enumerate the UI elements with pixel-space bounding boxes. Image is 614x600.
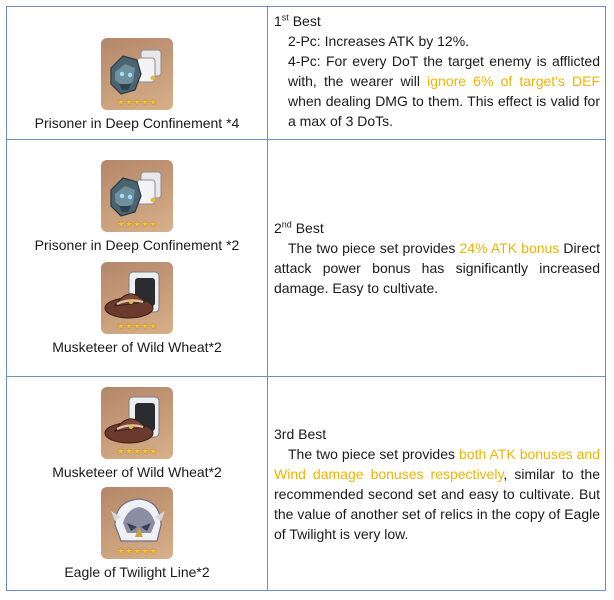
- table-row: [7, 377, 606, 591]
- recommendation-description: The two piece set provides 24% ATK bonus Direct attack power bonus has significantly increased damage. Easy to cultivate.: [274, 240, 600, 296]
- relic-name: Prisoner in Deep Confinement *2: [34, 237, 240, 253]
- recommendation-cell: [268, 140, 606, 377]
- rarity-stars: ★★★★★: [116, 98, 158, 108]
- highlight-text: both ATK bonuses and Wind damage bonuses respectively: [274, 445, 600, 482]
- relic-recommendation-table: [6, 6, 606, 591]
- relic-item: [7, 14, 267, 132]
- relic-name: Musketeer of Wild Wheat*2: [52, 339, 222, 355]
- prisoner-relic-icon: [101, 38, 173, 110]
- highlight-text: 24% ATK bonus: [459, 240, 560, 256]
- relic-item: [7, 160, 267, 254]
- rarity-stars: ★★★★★: [116, 446, 158, 457]
- relic-cell: [7, 7, 268, 140]
- musketeer-relic-icon: [101, 262, 173, 334]
- rank-title: 1st Best: [274, 12, 321, 29]
- table-row: [7, 140, 606, 377]
- relic-name: Musketeer of Wild Wheat*2: [52, 463, 222, 480]
- relic-cell: [7, 140, 268, 377]
- rarity-stars: ★★★★★: [116, 220, 158, 230]
- table-row: [7, 7, 606, 140]
- rank-title: 2nd Best: [274, 219, 324, 236]
- prisoner-relic-icon: [101, 160, 173, 232]
- relic-item: [7, 262, 267, 356]
- relic-cell: [7, 377, 268, 591]
- relic-item: [7, 387, 267, 481]
- recommendation-cell: [268, 7, 606, 140]
- four-piece-effect: 4-Pc: For every DoT the target enemy is afflicted with, the wearer will ignore 6% of target's DEF when dealing DMG to them. This effect is valid for a max of 3 DoTs.: [288, 53, 600, 129]
- relic-name: Prisoner in Deep Confinement *4: [34, 115, 240, 131]
- two-piece-effect: 2-Pc: Increases ATK by 12%.: [288, 33, 470, 49]
- recommendation-description: The two piece set provides both ATK bonuses and Wind damage bonuses respectively, similar to the recommended second set and easy to cultivate. But the value of another set of relics in the copy of Eagle of Twilight is very low.: [274, 445, 601, 542]
- recommendation-cell: [268, 377, 606, 591]
- musketeer-relic-icon: [101, 387, 173, 459]
- highlight-text: ignore 6% of target's DEF: [427, 73, 600, 89]
- rank-title: 3rd Best: [274, 425, 327, 442]
- eagle-relic-icon: [101, 487, 173, 559]
- relic-item: [7, 487, 267, 581]
- relic-name: Eagle of Twilight Line*2: [64, 563, 210, 580]
- rarity-stars: ★★★★★: [116, 322, 158, 332]
- rarity-stars: ★★★★★: [116, 546, 158, 557]
